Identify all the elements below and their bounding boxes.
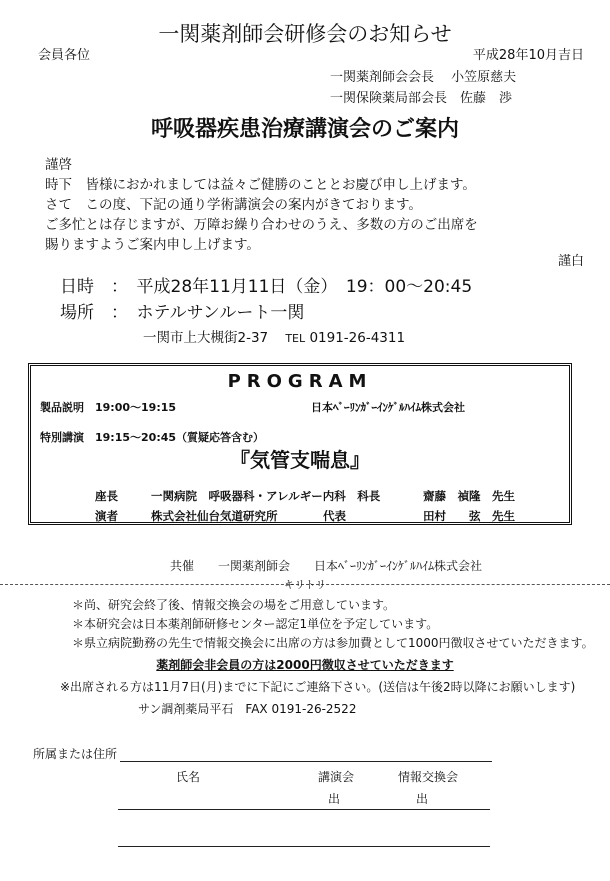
sender-president: 一関薬剤師会会長 小笠原慈夫 <box>330 70 517 85</box>
chair-name: 齋藤 禎隆 先生 <box>423 489 515 503</box>
body-line: ご多忙とは存じますが、万障お繰り合わせのうえ、多数の方のご出席を <box>45 217 478 233</box>
addressee: 会員各位 <box>38 48 91 63</box>
program-box <box>28 363 572 525</box>
note-item: ＊尚、研究会終了後、情報交換会の場をご用意しています。 <box>72 598 396 612</box>
letter-body <box>45 155 478 255</box>
name-field-row-2[interactable] <box>118 846 490 847</box>
main-title: 呼吸器疾患治療講演会のご案内 <box>150 117 459 142</box>
name-label: 氏名 <box>176 770 201 784</box>
lecture-attend-mark[interactable]: 出 <box>328 792 341 806</box>
chair-affiliation: 一関病院 呼吸器科・アレルギー内科 科長 <box>151 489 381 503</box>
nonmember-fee-note: 薬剤師会非会員の方は2000円徴収させていただきます <box>156 658 454 672</box>
body-line: さて この度、下記の通り学術講演会の案内がきております。 <box>45 197 422 213</box>
cut-label: キリトリ <box>284 579 326 591</box>
name-field-row-1[interactable] <box>118 809 490 810</box>
note-item: ＊県立病院勤務の先生で情報交換会に出席の方は参加費として1000円徴収させていただきます。 <box>72 636 594 650</box>
product-company: 日本ﾍﾞｰﾘﾝｶﾞｰｲﾝｹﾞﾙﾊｲﾑ株式会社 <box>311 401 465 414</box>
body-line: 賜りますようご案内申し上げます。 <box>45 237 260 253</box>
special-lecture-time: 特別講演 19:15～20:45（質疑応答含む） <box>40 431 265 444</box>
speaker-title: 代表 <box>323 509 346 523</box>
sender-pharmacy-chair: 一関保険薬局部会長 佐藤 渉 <box>330 91 513 106</box>
contact-fax: サン調剤薬局平石 FAX 0191-26-2522 <box>138 702 357 716</box>
chair-role: 座長 <box>95 489 118 503</box>
note-item: ＊本研究会は日本薬剤師研修センター認定1単位を予定しています。 <box>72 617 439 631</box>
program-heading: PROGRAM <box>227 371 373 392</box>
body-line: 謹啓 <box>45 157 72 173</box>
issue-date: 平成28年10月吉日 <box>472 48 584 63</box>
address-text: 一関市上大槻街2-37 <box>143 330 269 346</box>
speaker-name: 田村 弦 先生 <box>423 509 515 523</box>
closing-word: 謹白 <box>557 254 584 269</box>
lecture-label: 講演会 <box>318 770 355 784</box>
cohost-line: 共催 一関薬剤師会 日本ﾍﾞｰﾘﾝｶﾞｰｲﾝｹﾞﾙﾊｲﾑ株式会社 <box>170 559 483 573</box>
tel-number: 0191-26-4311 <box>309 330 406 346</box>
exchange-attend-mark[interactable]: 出 <box>416 792 429 806</box>
affiliation-field[interactable] <box>120 761 492 762</box>
event-venue: 場所 ： ホテルサンルート一関 <box>60 303 305 323</box>
product-description: 製品説明 19:00～19:15 <box>40 401 177 414</box>
event-datetime: 日時 ： 平成28年11月11日（金） 19：00～20:45 <box>60 277 473 297</box>
exchange-label: 情報交換会 <box>398 770 459 784</box>
rsvp-deadline: ※出席される方は11月7日(月)までに下記にご連絡下さい。(送信は午後2時以降にお願いします) <box>60 680 576 694</box>
body-line: 時下 皆様におかれましては益々ご健勝のこととお慶び申し上げます。 <box>45 177 476 193</box>
speaker-affiliation: 株式会社仙台気道研究所 <box>151 509 278 523</box>
notice-title: 一関薬剤師会研修会のお知らせ <box>158 22 452 46</box>
affiliation-label: 所属または住所 <box>33 747 118 761</box>
speaker-role: 演者 <box>95 509 118 523</box>
lecture-title: 『気管支喘息』 <box>230 448 370 472</box>
tel-prefix: TEL <box>285 332 306 345</box>
venue-address <box>143 326 405 346</box>
